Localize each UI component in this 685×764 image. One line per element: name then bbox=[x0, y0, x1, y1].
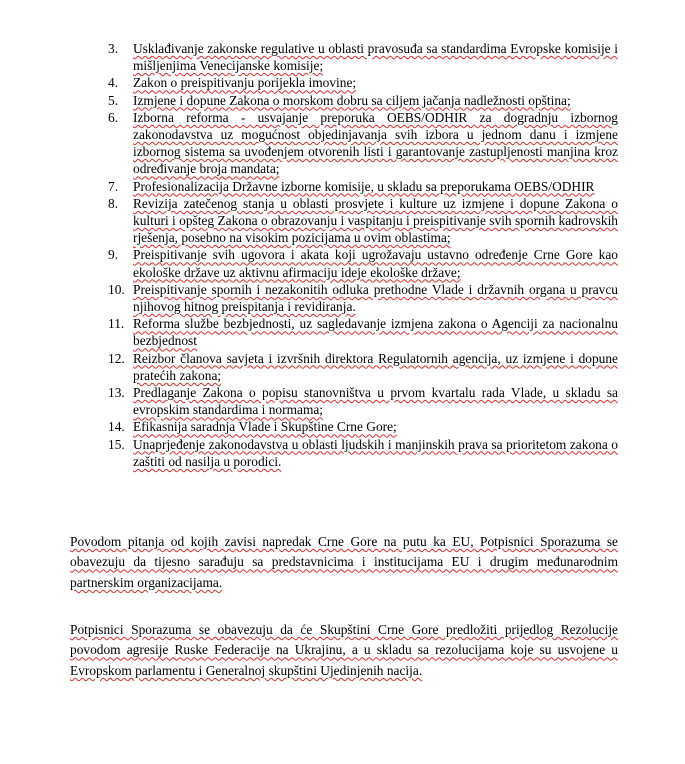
list-item bbox=[88, 418, 618, 435]
list-item-text: Reforma službe bezbjednosti, uz sagledavanje izmjena zakona o Agenciji za nacionalnu bezbjednost bbox=[133, 316, 618, 349]
list-item-number: 8. bbox=[108, 195, 119, 211]
list-item bbox=[88, 178, 618, 195]
list-item-text: Usklađivanje zakonske regulative u oblasti pravosuđa sa standardima Evropske komisije i mišljenjima Venecijanske komisije; bbox=[133, 41, 618, 74]
list-item bbox=[88, 436, 618, 470]
list-item-text: Reizbor članova savjeta i izvršnih direktora Regulatornih agencija, uz izmjene i dopune pratećih zakona; bbox=[133, 350, 618, 383]
list-item bbox=[88, 350, 618, 384]
paragraph-text: Povodom pitanja od kojih zavisi napredak Crne Gore na putu ka EU, Potpisnici Sporazuma se obavezuju da tijesno sarađuju sa predstavnicima i institucijama EU i drugim međunarodnim partnerskim organizacijama. bbox=[70, 534, 618, 590]
numbered-list bbox=[88, 40, 618, 470]
list-item bbox=[88, 384, 618, 418]
list-item bbox=[88, 246, 618, 280]
list-item-text: Efikasnija saradnja Vlade i Skupštine Crne Gore; bbox=[133, 419, 397, 435]
list-item-number: 4. bbox=[108, 75, 119, 91]
list-item-number: 11. bbox=[108, 316, 125, 332]
list-item-number: 9. bbox=[108, 247, 119, 263]
list-item-number: 14. bbox=[108, 419, 125, 435]
paragraph-text: Potpisnici Sporazuma se obavezuju da će Skupštini Crne Gore predložiti prijedlog Rezolucije povodom agresije Ruske Federacije na Ukrajinu, a u skladu sa rezolucijama koje su usvojene u Evropskom parlamentu i Generalnoj skupštini Ujedinjenih nacija. bbox=[70, 622, 618, 678]
list-item bbox=[88, 109, 618, 178]
list-item bbox=[88, 281, 618, 315]
paragraph-resolution bbox=[70, 620, 618, 681]
list-item bbox=[88, 315, 618, 349]
list-item-text: Unaprjeđenje zakonodavstva u oblasti ljudskih i manjinskih prava sa prioritetom zakona o zaštiti od nasilja u porodici. bbox=[133, 436, 618, 469]
list-item-number: 12. bbox=[108, 350, 125, 366]
list-item-text: Profesionalizacija Državne izborne komisije, u skladu sa preporukama OEBS/ODHIR bbox=[133, 178, 595, 194]
list-item-text: Izborna reforma - usvajanje preporuka OEBS/ODHIR za dogradnju izbornog zakonodavstva uz mogućnost objedinjavanja svih izbora u jednom danu i izmjene izbornog sistema sa uvođenjem otvorenih listi i garantovanje zastupljenosti manjina kroz određivanje broja mandata; bbox=[133, 109, 618, 177]
list-item bbox=[88, 74, 618, 91]
list-item bbox=[88, 92, 618, 109]
list-item-number: 10. bbox=[108, 281, 125, 297]
list-item-text: Izmjene i dopune Zakona o morskom dobru sa ciljem jačanja nadležnosti opština; bbox=[133, 92, 571, 108]
list-item-text: Revizija zatečenog stanja u oblasti prosvjete i kulture uz izmjene i dopune Zakona o kulturi i opšteg Zakona o obrazovanju i vaspitanju i preispitivanje svih spornih kadrovskih rješenja, posebno na visokim pozicijama u ovim oblastima; bbox=[133, 195, 618, 246]
list-item-number: 13. bbox=[108, 385, 125, 401]
list-item-number: 15. bbox=[108, 436, 125, 452]
list-item-text: Preispitivanje spornih i nezakonitih odluka prethodne Vlade i državnih organa u pravcu njihovog hitnog preispitanja i revidiranja. bbox=[133, 281, 618, 315]
list-item bbox=[88, 40, 618, 74]
list-item bbox=[88, 195, 618, 247]
list-item-number: 7. bbox=[108, 178, 119, 194]
list-item-text: Predlaganje Zakona o popisu stanovništva u prvom kvartalu rada Vlade, u skladu sa evropskim standardima i normama; bbox=[133, 385, 618, 418]
list-item-number: 3. bbox=[108, 41, 119, 56]
list-item-text: Zakon o preispitivanju porijekla imovine; bbox=[133, 75, 357, 91]
list-item-text: Preispitivanje svih ugovora i akata koji ugrožavaju ustavno određenje Crne Gore kao ekološke države uz aktivnu afirmaciju ideje ekološke države; bbox=[133, 247, 618, 280]
list-item-number: 5. bbox=[108, 92, 119, 108]
list-item-number: 6. bbox=[108, 109, 119, 125]
paragraph-eu-cooperation bbox=[70, 532, 618, 593]
